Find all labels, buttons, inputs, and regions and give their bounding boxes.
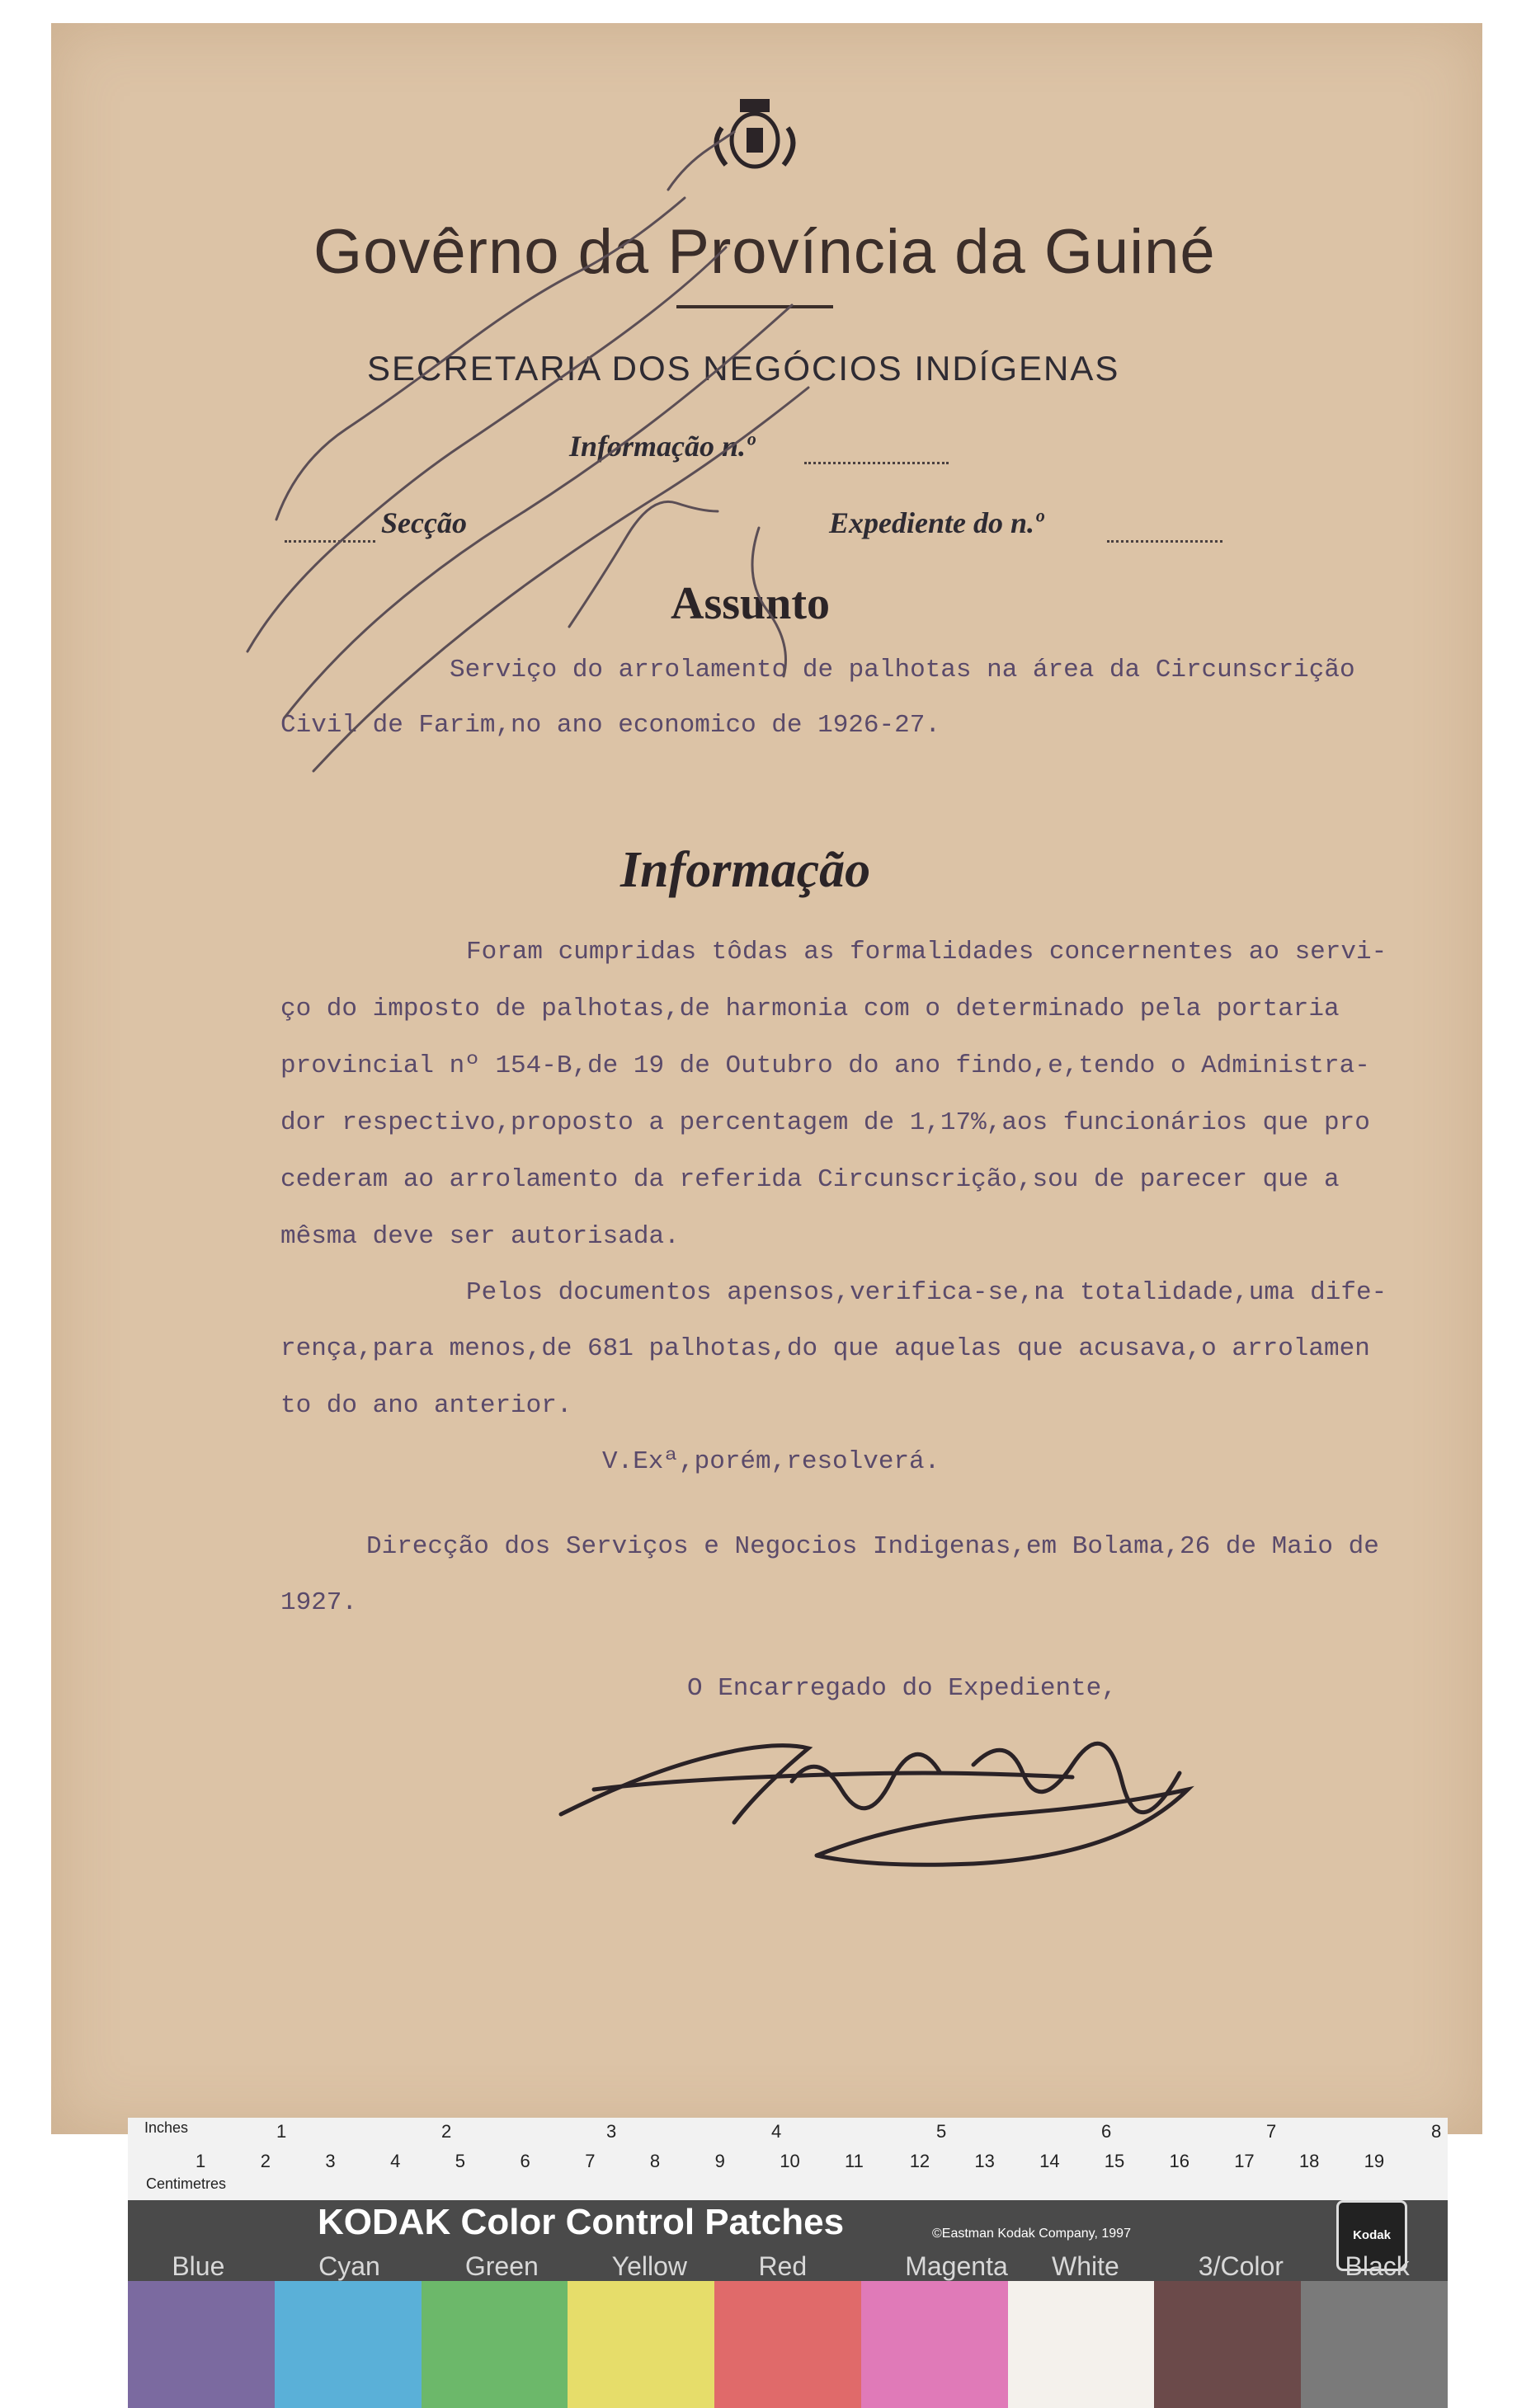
centimetres-label: Centimetres bbox=[146, 2175, 227, 2192]
body-line-6: mêsma deve ser autorisada. bbox=[280, 1222, 680, 1251]
cm-tick-10: 10 bbox=[780, 2151, 800, 2171]
inch-tick-4: 4 bbox=[771, 2121, 782, 2142]
assunto-line-2: Civil de Farim,no ano economico de 1926-27. bbox=[280, 711, 940, 740]
ruler-scale bbox=[128, 2118, 1448, 2200]
cm-tick-15: 15 bbox=[1104, 2151, 1125, 2171]
patch-label-white: White bbox=[1052, 2251, 1119, 2281]
inches-label: Inches bbox=[144, 2119, 189, 2136]
cm-tick-2: 2 bbox=[260, 2151, 271, 2171]
color-patch-blue bbox=[128, 2281, 275, 2408]
cm-tick-7: 7 bbox=[585, 2151, 596, 2171]
informacao-heading: Informação bbox=[620, 842, 871, 898]
cm-tick-16: 16 bbox=[1169, 2151, 1189, 2171]
cm-tick-11: 11 bbox=[845, 2151, 864, 2171]
government-title: Govêrno da Província da Guiné bbox=[313, 217, 1216, 287]
color-patch-white bbox=[1008, 2281, 1155, 2408]
patch-label-cyan: Cyan bbox=[318, 2251, 380, 2281]
color-patch-green bbox=[422, 2281, 568, 2408]
patch-label-magenta: Magenta bbox=[905, 2251, 1008, 2281]
expediente-label: Expediente do n.º bbox=[829, 506, 1043, 539]
patch-label-blue: Blue bbox=[172, 2251, 225, 2281]
handwritten-signature bbox=[544, 1699, 1204, 1880]
cm-tick-3: 3 bbox=[325, 2151, 336, 2171]
body-line-10: V.Exª,porém,resolverá. bbox=[602, 1447, 940, 1476]
inch-tick-8: 8 bbox=[1431, 2121, 1442, 2142]
kodak-color-target bbox=[128, 2118, 1448, 2408]
cm-tick-17: 17 bbox=[1234, 2151, 1255, 2171]
body-line-3: provincial nº 154-B,de 19 de Outubro do ano findo,e,tendo o Administra- bbox=[280, 1051, 1370, 1080]
inch-tick-1: 1 bbox=[276, 2121, 287, 2142]
kodak-title: KODAK Color Control Patches bbox=[318, 2202, 845, 2242]
cm-tick-9: 9 bbox=[714, 2151, 725, 2171]
informacao-number-label: Informação n.º bbox=[569, 430, 755, 463]
body-line-4: dor respectivo,proposto a percentagem de 1,17%,aos funcionários que pro bbox=[280, 1108, 1370, 1137]
assunto-line-1: Serviço do arrolamento de palhotas na área da Circunscrição bbox=[450, 656, 1355, 684]
cm-tick-18: 18 bbox=[1298, 2151, 1320, 2171]
cm-tick-12: 12 bbox=[909, 2151, 930, 2171]
inch-tick-5: 5 bbox=[936, 2121, 947, 2142]
color-patch-magenta bbox=[861, 2281, 1008, 2408]
inch-tick-3: 3 bbox=[606, 2121, 617, 2142]
cm-tick-8: 8 bbox=[649, 2151, 661, 2171]
body-line-9: to do ano anterior. bbox=[280, 1391, 572, 1420]
place-date-line-1: Direcção dos Serviços e Negocios Indigenas,em Bolama,26 de Maio de bbox=[366, 1532, 1379, 1561]
inch-tick-7: 7 bbox=[1266, 2121, 1277, 2142]
body-line-2: ço do imposto de palhotas,de harmonia com o determinado pela portaria bbox=[280, 995, 1340, 1023]
cm-tick-19: 19 bbox=[1364, 2151, 1385, 2171]
secretaria-title: SECRETARIA DOS NEGÓCIOS INDÍGENAS bbox=[367, 349, 1120, 388]
cm-tick-6: 6 bbox=[520, 2151, 530, 2171]
handwritten-annotation bbox=[0, 0, 1531, 825]
cm-tick-5: 5 bbox=[455, 2151, 466, 2171]
body-line-8: rença,para menos,de 681 palhotas,do que aquelas que acusava,o arrolamen bbox=[280, 1334, 1370, 1363]
patch-label-red: Red bbox=[758, 2251, 808, 2281]
color-patch-red bbox=[714, 2281, 861, 2408]
cm-tick-14: 14 bbox=[1039, 2151, 1060, 2171]
assunto-heading: Assunto bbox=[671, 578, 830, 629]
body-line-1: Foram cumpridas tôdas as formalidades concernentes ao servi- bbox=[466, 938, 1387, 966]
color-patch-cyan bbox=[275, 2281, 422, 2408]
color-patch-black bbox=[1301, 2281, 1448, 2408]
cm-tick-13: 13 bbox=[974, 2151, 995, 2171]
body-line-7: Pelos documentos apensos,verifica-se,na totalidade,uma dife- bbox=[466, 1278, 1387, 1307]
kodak-copyright: ©Eastman Kodak Company, 1997 bbox=[932, 2227, 1131, 2241]
kodak-logo: Kodak bbox=[1336, 2200, 1407, 2271]
cm-tick-1: 1 bbox=[195, 2151, 206, 2171]
patch-label-green: Green bbox=[464, 2251, 539, 2281]
body-line-5: cederam ao arrolamento da referida Circunscrição,sou de parecer que a bbox=[280, 1165, 1340, 1194]
color-patch-3color bbox=[1154, 2281, 1301, 2408]
cm-tick-4: 4 bbox=[390, 2151, 401, 2171]
color-patch-yellow bbox=[568, 2281, 714, 2408]
inch-tick-2: 2 bbox=[441, 2121, 452, 2142]
seccao-label: Secção bbox=[381, 506, 467, 539]
place-date-line-2: 1927. bbox=[280, 1588, 358, 1617]
patch-label-3color: 3/Color bbox=[1198, 2251, 1284, 2281]
signatory-title: O Encarregado do Expediente, bbox=[687, 1674, 1117, 1703]
inch-tick-6: 6 bbox=[1101, 2121, 1112, 2142]
patch-label-yellow: Yellow bbox=[611, 2251, 687, 2281]
patch-label-black: Black bbox=[1345, 2251, 1410, 2281]
